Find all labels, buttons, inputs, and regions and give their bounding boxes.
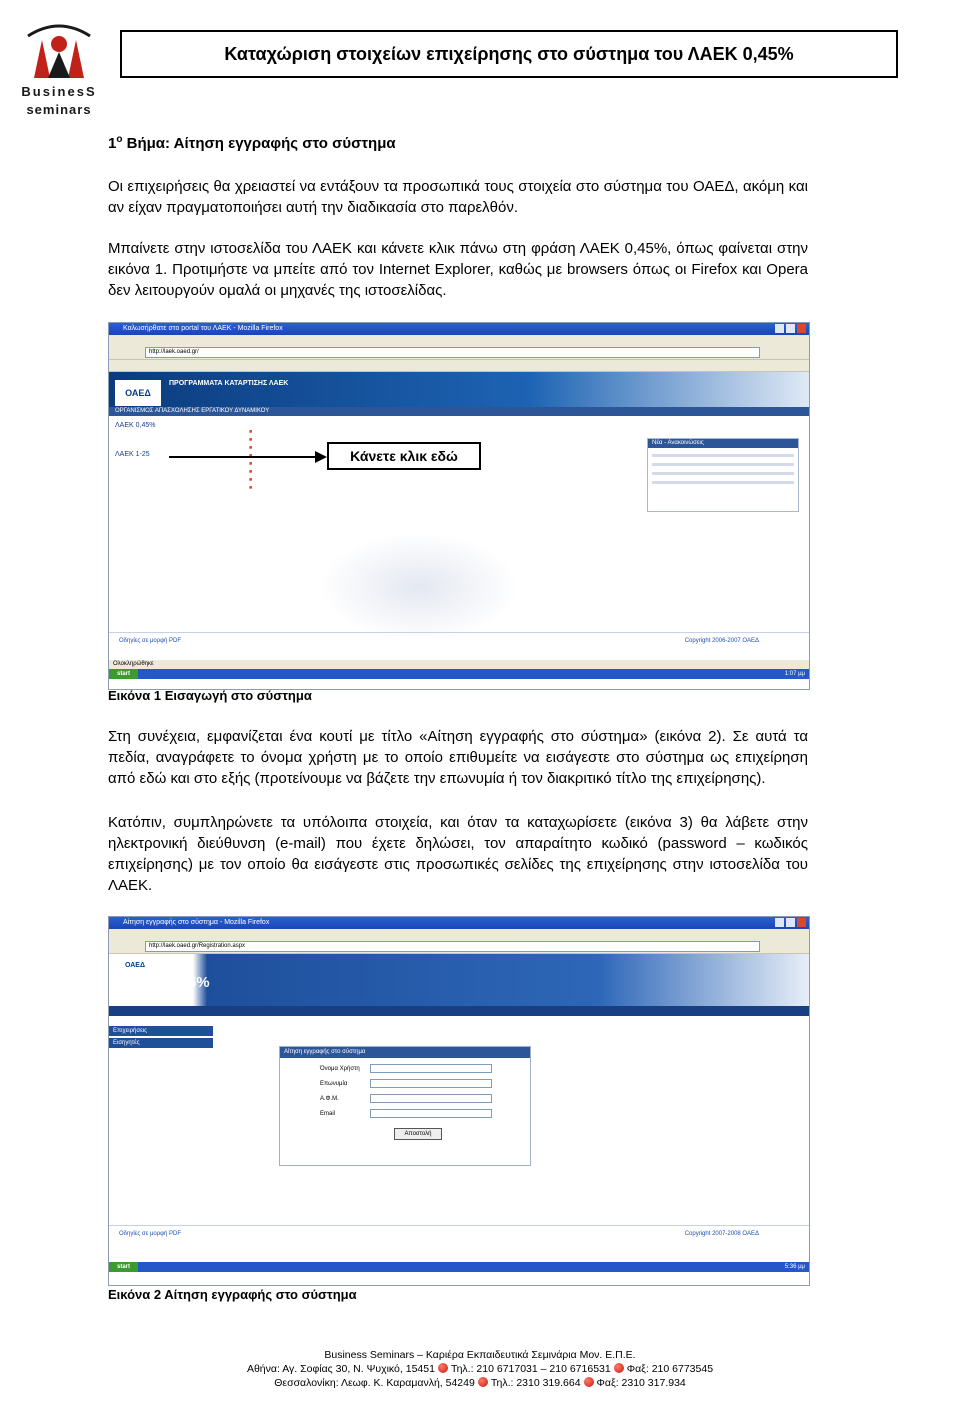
logo-mark-icon (20, 22, 98, 82)
paragraph-1: Οι επιχειρήσεις θα χρειαστεί να εντάξουν τα προσωπικά τους στοιχεία στο σύστημα του ΟΑΕΔ, ακόμη και αν είχαν πραγματοποιήσει αυτή την διαδικασία στο παρελθόν. (108, 178, 808, 216)
browser-titlebar (109, 917, 809, 929)
bullet-icon (584, 1377, 594, 1387)
nav-laek-1-25[interactable]: ΛΑΕΚ 1-25 (115, 451, 150, 458)
url-field[interactable]: http://laek.oaed.gr/ (145, 347, 760, 358)
caption-figure-2: Εικόνα 2 Αίτηση εγγραφής στο σύστημα (108, 1287, 357, 1302)
side-item-companies[interactable]: Επιχειρήσεις (109, 1026, 213, 1036)
windows-taskbar (109, 1262, 809, 1272)
click-here-callout: Κάνετε κλικ εδώ (327, 442, 481, 470)
browser-status: Ολοκληρώθηκε (109, 660, 810, 669)
link-item[interactable] (249, 428, 489, 436)
registration-header (109, 954, 809, 1016)
callout-arrow-line (169, 456, 324, 458)
oaed-logo[interactable]: ΟΑΕΔ (115, 380, 161, 406)
browser-address-bar (109, 939, 809, 954)
windows-taskbar (109, 669, 809, 679)
browser-menubar (109, 929, 809, 939)
bullet-icon (478, 1377, 488, 1387)
figure-2-screenshot (108, 916, 810, 1286)
url-field[interactable]: http://laek.oaed.gr/Registration.aspx (145, 941, 760, 952)
form-row (320, 1094, 530, 1103)
copyright: Copyright 2007-2008 ΟΑΕΔ (684, 1231, 759, 1237)
laek-percentage: 0,45% (167, 974, 210, 991)
site-watermark (319, 532, 519, 642)
step-number-suffix: ο (116, 134, 123, 145)
browser-menubar (109, 335, 809, 345)
thessaloniki-fax: Φαξ: 2310 317.934 (596, 1377, 686, 1389)
callout-arrowhead-icon (315, 451, 327, 463)
paragraph-4: Κατόπιν, συμπληρώνετε τα υπόλοιπα στοιχεία, και όταν τα καταχωρίσετε (εικόνα 3) θα λάβετε στην ηλεκτρονική διεύθυνση (e-mail) που έχετε δηλώσει, τον απαραίτητο κωδικό (password – κωδικός επιχείρησης) με τον οποίο θα εισάγεστε στις προσωπικές σελίδες της επιχείρησης στην ιστοσελίδα του ΛΑΕΚ. (108, 814, 808, 894)
caption-figure-1: Εικόνα 1 Εισαγωγή στο σύστημα (108, 688, 312, 703)
registration-page (109, 954, 809, 1272)
link-item[interactable] (249, 484, 459, 492)
taskbar-clock: 1:07 μμ (784, 671, 805, 677)
document-title: Καταχώριση στοιχείων επιχείρησης στο σύστημα του ΛΑΕΚ 0,45% (224, 43, 794, 64)
tax-id-label: Α.Φ.Μ. (320, 1095, 339, 1102)
business-seminars-logo (20, 22, 98, 124)
minimize-icon[interactable] (775, 918, 784, 927)
start-button[interactable]: start (109, 1262, 138, 1272)
site-heading: ΠΡΟΓΡΑΜΜΑΤΑ ΚΑΤΑΡΤΙΣΗΣ ΛΑΕΚ (169, 380, 289, 387)
tax-id-input[interactable] (370, 1094, 492, 1103)
step-title: Βήμα: Αίτηση εγγραφής στο σύστημα (122, 135, 396, 152)
thessaloniki-phone: Τηλ.: 2310 319.664 (490, 1377, 581, 1389)
laek-homepage (109, 372, 809, 679)
news-line (652, 472, 794, 475)
browser-address-bar (109, 345, 809, 360)
username-label: Όνομα Χρήστη (320, 1065, 360, 1072)
close-icon[interactable] (797, 918, 806, 927)
news-line (652, 481, 794, 484)
window-title: Καλωσήρθατε στο portal του ΛΑΕΚ - Mozilla Firefox (123, 325, 283, 332)
logo-brand-bottom: seminars (26, 102, 92, 117)
figure-1-screenshot (108, 322, 810, 690)
email-label: Email (320, 1110, 336, 1117)
footer-company: Business Seminars – Καριέρα Εκπαιδευτικά Σεμινάρια Μον. Ε.Π.Ε. (324, 1349, 636, 1361)
document-title-box (120, 30, 898, 78)
step-heading (108, 134, 396, 152)
oaed-logo[interactable]: ΟΑΕΔ (115, 962, 155, 1004)
maximize-icon[interactable] (786, 918, 795, 927)
athens-address: Αθήνα: Αγ. Σοφίας 30, Ν. Ψυχικό, 15451 (246, 1363, 435, 1375)
news-line (652, 463, 794, 466)
registration-form (279, 1046, 531, 1166)
username-input[interactable] (370, 1064, 492, 1073)
window-controls (775, 324, 806, 333)
email-input[interactable] (370, 1109, 492, 1118)
registration-sidenav (109, 1026, 213, 1050)
step-number: 1 (108, 135, 117, 152)
news-title: Νέα - Ανακοινώσεις (648, 439, 798, 448)
news-line (652, 454, 794, 457)
copyright: Copyright 2006-2007 ΟΑΕΔ (684, 638, 759, 644)
company-name-label: Επωνυμία (320, 1080, 348, 1087)
thessaloniki-address: Θεσσαλονίκη: Λεωφ. Κ. Καραμανλή, 54249 (274, 1377, 475, 1389)
form-row (320, 1079, 530, 1088)
paragraph-3: Στη συνέχεια, εμφανίζεται ένα κουτί με τίτλο «Αίτηση εγγραφής στο σύστημα» (εικόνα 2). Σε αυτά τα πεδία, αναγράφετε το όνομα χρήστη με το οποίο επιθυμείτε να εισάγεστε στο σύστημα ως επιχείρηση από εδώ και στο εξής (προτείνουμε να βάζετε την επωνυμία ή τον διακριτικό τίτλο της επιχείρησης). (108, 728, 808, 787)
link-item[interactable] (249, 476, 549, 484)
bullet-icon (438, 1363, 448, 1373)
bookmarks-bar (109, 360, 809, 372)
browser-titlebar (109, 323, 809, 335)
submit-button[interactable]: Αποστολή (394, 1128, 442, 1140)
start-button[interactable]: start (109, 669, 138, 679)
athens-phone: Τηλ.: 210 6717031 – 210 6716531 (450, 1363, 611, 1375)
logo-brand-top: BusinesS (21, 84, 97, 99)
athens-fax: Φαξ: 210 6773545 (626, 1363, 714, 1375)
company-name-input[interactable] (370, 1079, 492, 1088)
form-title: Αίτηση εγγραφής στο σύστημα (280, 1047, 530, 1058)
org-bar (109, 1006, 809, 1016)
paragraph-2: Μπαίνετε στην ιστοσελίδα του ΛΑΕΚ και κάνετε κλικ πάνω στη φράση ΛΑΕΚ 0,45%, όπως φαίνεται στην εικόνα 1. Προτιμήστε να μπείτε από τον Internet Explorer, καθώς με browsers όπως οι Firefox και Opera δεν λειτουργούν ομαλά οι μηχανές της ιστοσελίδας. (108, 240, 808, 299)
news-panel (647, 438, 799, 512)
window-controls (775, 918, 806, 927)
taskbar-clock: 5:36 μμ (784, 1264, 805, 1270)
close-icon[interactable] (797, 324, 806, 333)
site-footer (109, 1225, 810, 1242)
side-item-trainers[interactable]: Εισηγητές (109, 1038, 213, 1048)
site-footer (109, 632, 810, 649)
minimize-icon[interactable] (775, 324, 784, 333)
window-title: Αίτηση εγγραφής στο σύστημα - Mozilla Firefox (123, 919, 270, 926)
pdf-instructions-link[interactable]: Οδηγίες σε μορφή PDF (119, 1231, 182, 1237)
pdf-instructions-link[interactable]: Οδηγίες σε μορφή PDF (119, 638, 182, 644)
nav-laek-045[interactable]: ΛΑΕΚ 0,45% (115, 422, 156, 429)
org-bar: ΟΡΓΑΝΙΣΜΟΣ ΑΠΑΣΧΟΛΗΣΗΣ ΕΡΓΑΤΙΚΟΥ ΔΥΝΑΜΙΚΟΥ (109, 407, 810, 416)
footer-thessaloniki (0, 1377, 960, 1389)
site-sidenav (115, 422, 225, 480)
footer-athens (0, 1363, 960, 1375)
maximize-icon[interactable] (786, 324, 795, 333)
form-row (320, 1109, 530, 1118)
form-row (320, 1064, 530, 1073)
bullet-icon (614, 1363, 624, 1373)
site-header (109, 372, 809, 416)
